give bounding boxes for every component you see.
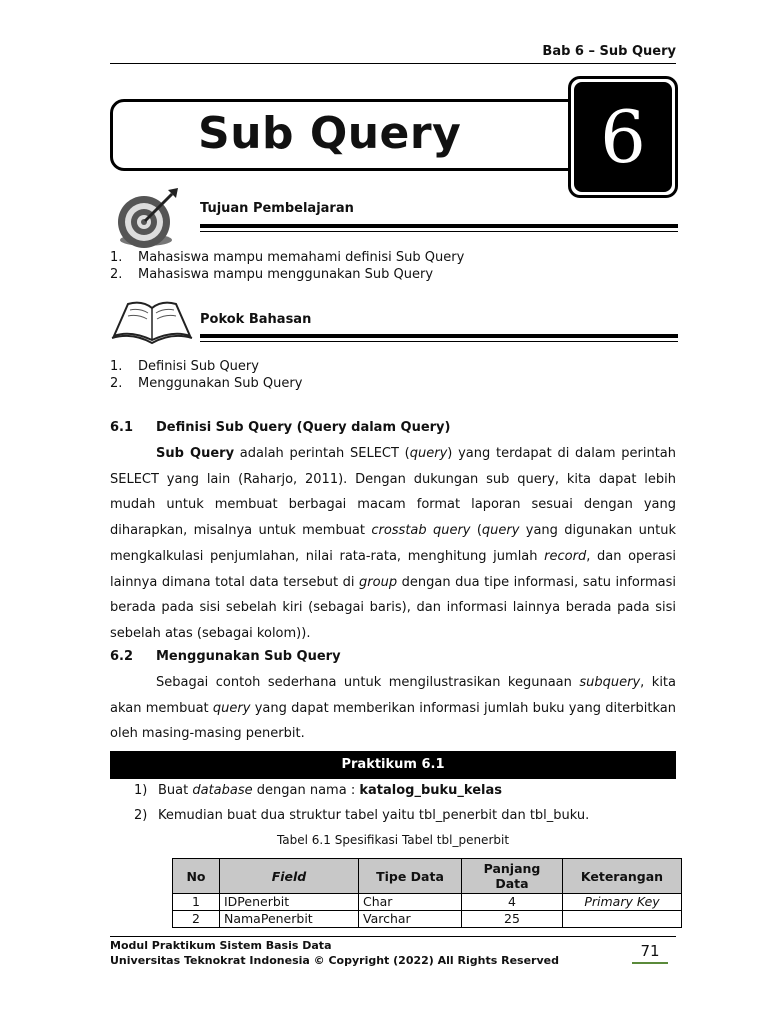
open-book-icon (110, 296, 194, 346)
list-item (110, 266, 464, 283)
list-item (110, 358, 302, 375)
text-italic: query (409, 446, 448, 461)
column-header: Tipe Data (359, 859, 462, 894)
praktikum-banner: Praktikum 6.1 (110, 751, 676, 779)
text-italic: record (544, 548, 587, 564)
footer-line-2: Universitas Teknokrat Indonesia © Copyright (2022) All Rights Reserved (110, 954, 559, 967)
footer-rule (110, 936, 676, 937)
list-number: 1. (110, 250, 123, 265)
footer-line-1: Modul Praktikum Sistem Basis Data (110, 939, 332, 952)
text-run: dengan nama : (252, 783, 360, 798)
column-header: Panjang Data (462, 859, 563, 894)
table-cell: 25 (462, 911, 563, 928)
praktikum-step-1 (134, 783, 502, 798)
objectives-rule-thin (200, 231, 678, 232)
list-text: Mahasiswa mampu menggunakan Sub Query (138, 267, 434, 282)
footer-text (110, 938, 559, 968)
table-cell: IDPenerbit (220, 894, 359, 911)
text-run: ) yang terdapat di dalam perintah SELECT yang lain (Raharjo, 2011). Dengan dukungan sub query, kita dapat lebih mudah untuk membuat berbagai macam format laporan sesuai dengan yang diharapkan, misalnya untuk membuat (110, 446, 676, 539)
text-run: Sebagai contoh sederhana untuk mengilustrasikan kegunaan (156, 675, 580, 690)
list-number: 2. (110, 376, 123, 391)
text-italic: query (212, 700, 251, 716)
list-text: Mahasiswa mampu memahami definisi Sub Query (138, 250, 465, 265)
objectives-list (110, 249, 464, 283)
section-number: 6.1 (110, 420, 134, 435)
database-name: katalog_buku_kelas (359, 783, 502, 798)
section-heading-6-1 (110, 420, 450, 435)
text-run: yang dapat memberikan informasi jumlah buku yang diterbitkan oleh masing-masing penerbit. (110, 700, 676, 742)
table-cell: Primary Key (563, 894, 682, 911)
text-italic: crosstab query (371, 523, 471, 539)
column-header: Keterangan (563, 859, 682, 894)
header-rule (110, 63, 676, 64)
list-item (110, 249, 464, 266)
text-italic: database (192, 783, 253, 798)
table-cell: Varchar (359, 911, 462, 928)
text-run: Buat (158, 783, 193, 798)
column-header: No (173, 859, 220, 894)
chapter-number: 6 (574, 82, 672, 192)
text-run: ( (470, 523, 482, 539)
table-row (173, 894, 682, 911)
table-caption: Tabel 6.1 Spesifikasi Tabel tbl_penerbit (276, 833, 510, 847)
table-row (173, 911, 682, 928)
section-title: Menggunakan Sub Query (156, 649, 341, 664)
text-italic: group (359, 574, 398, 590)
target-icon (112, 188, 180, 252)
text-italic: query (481, 523, 520, 539)
table-cell: 2 (173, 911, 220, 928)
text-run: , kita akan membuat (110, 675, 676, 716)
table-header-row (173, 859, 682, 894)
section-6-1-paragraph (110, 441, 676, 647)
topics-list (110, 358, 302, 392)
table-cell: 4 (462, 894, 563, 911)
running-header: Bab 6 – Sub Query (542, 44, 676, 59)
objectives-rule-thick (200, 224, 678, 228)
praktikum-step-2 (134, 808, 589, 823)
topics-rule-thick (200, 334, 678, 338)
list-number: 1. (110, 359, 123, 374)
list-text: Menggunakan Sub Query (138, 376, 303, 391)
objectives-heading: Tujuan Pembelajaran (200, 201, 354, 216)
text-run: yang digunakan untuk mengkalkulasi penjumlahan, nilai rata-rata, menghitung jumlah (110, 523, 676, 564)
text-italic: subquery (579, 675, 641, 690)
page-number: 71 (632, 942, 668, 964)
step-number: 2) (134, 808, 148, 823)
table-cell: 1 (173, 894, 220, 911)
text-run: adalah perintah SELECT ( (234, 446, 410, 461)
section-heading-6-2 (110, 649, 341, 664)
section-number: 6.2 (110, 649, 134, 664)
list-item (110, 375, 302, 392)
topics-heading: Pokok Bahasan (200, 312, 312, 327)
term-bold: Sub Query (156, 446, 235, 461)
section-title: Definisi Sub Query (Query dalam Query) (156, 420, 451, 435)
column-header: Field (220, 859, 359, 894)
table-cell: Char (359, 894, 462, 911)
topics-rule-thin (200, 341, 678, 342)
list-text: Definisi Sub Query (138, 359, 259, 374)
list-number: 2. (110, 267, 123, 282)
text-run: dengan dua tipe informasi, satu informasi berada pada sisi sebelah kiri (sebagai baris), dan informasi lainnya berada pada sisi sebelah atas (sebagai kolom)). (110, 574, 676, 641)
text-run: Kemudian buat dua struktur tabel yaitu tbl_penerbit dan tbl_buku. (158, 808, 590, 823)
table-cell: NamaPenerbit (220, 911, 359, 928)
spec-table (172, 858, 682, 928)
chapter-title: Sub Query (198, 108, 462, 159)
step-number: 1) (134, 783, 148, 798)
section-6-2-paragraph (110, 670, 676, 747)
text-run: , dan operasi lainnya dimana total data tersebut di (110, 548, 676, 590)
table-cell (563, 911, 682, 928)
